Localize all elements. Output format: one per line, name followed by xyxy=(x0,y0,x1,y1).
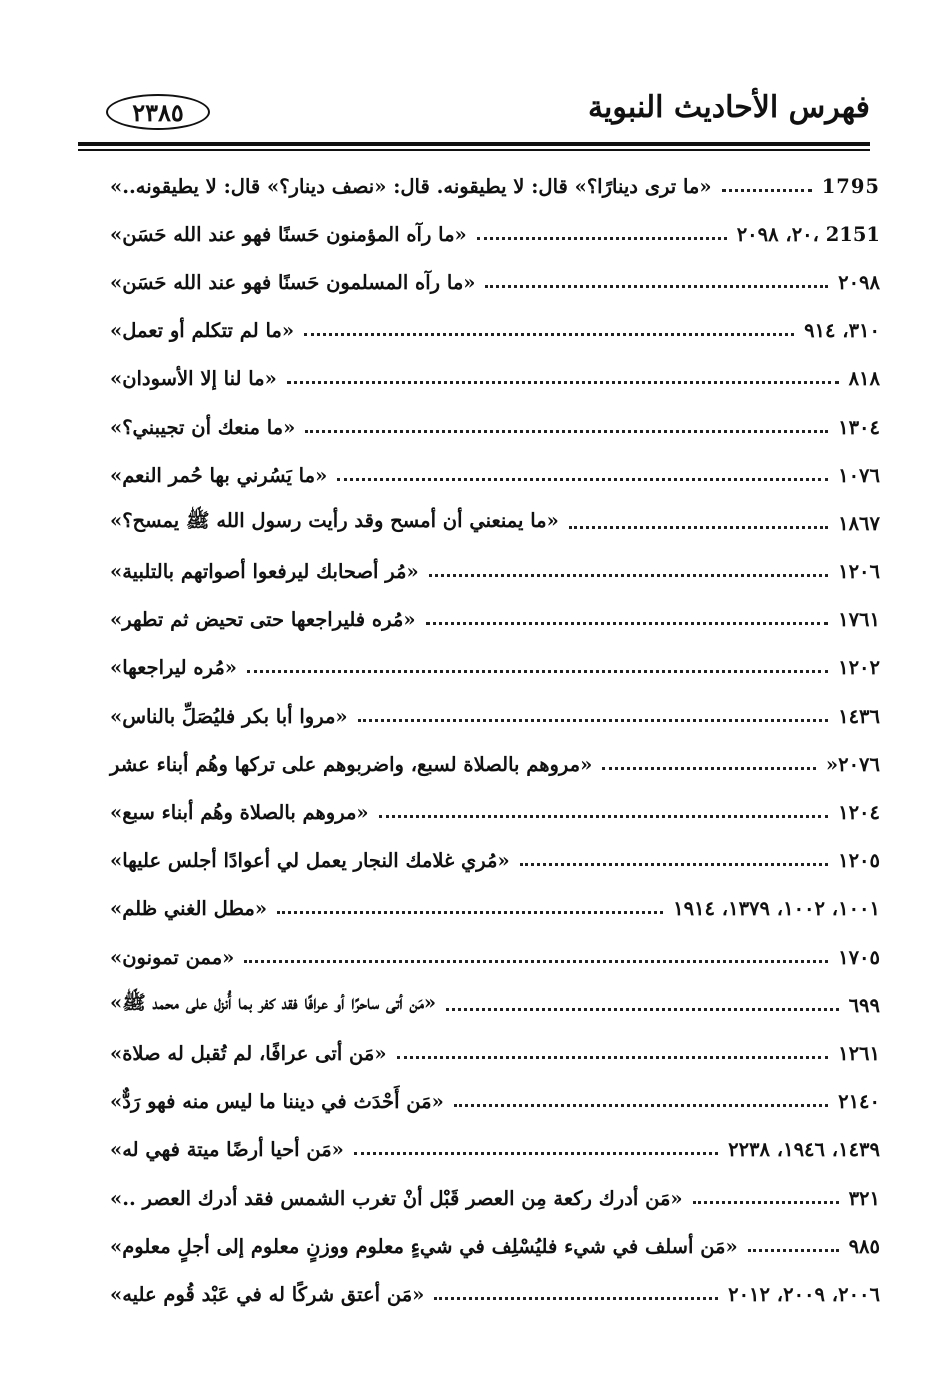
hadith-numbers: ٦٩٩ xyxy=(848,993,880,1017)
hadith-text: «مَن أدرك ركعة مِن العصر قَبْل أنْ تغرب الشمس فقد أدرك العصر ..» xyxy=(110,1186,683,1210)
dotted-leader xyxy=(429,574,828,577)
index-entry xyxy=(110,596,880,644)
hadith-numbers: ٢٠٩٨ xyxy=(838,270,880,294)
index-entry xyxy=(110,933,880,981)
hadith-numbers: ٢٠، ٢٠٩٨، 2151 xyxy=(736,222,880,246)
hadith-numbers: ٣٢١ xyxy=(848,1186,880,1210)
hadith-numbers: ١٢٦١ xyxy=(838,1041,880,1065)
dotted-leader xyxy=(397,1056,829,1059)
hadith-text: «مَن أحيا أرضًا ميتة فهي له» xyxy=(110,1138,344,1162)
hadith-numbers: ١٢٠٤ xyxy=(838,801,880,825)
dotted-leader xyxy=(569,526,828,529)
page-number-badge xyxy=(106,94,210,130)
hadith-text: «مُره ليراجعها» xyxy=(110,656,237,680)
hadith-text: «مروا أبا بكر فليُصَلِّ بالناس» xyxy=(110,704,348,728)
dotted-leader xyxy=(602,767,816,770)
dotted-leader xyxy=(520,863,828,866)
hadith-text: «ممن تمونون» xyxy=(110,945,235,969)
hadith-text: «مطل الغني ظلم» xyxy=(110,897,268,921)
index-entry xyxy=(110,499,880,547)
page-number: ٢٣٨٥ xyxy=(132,97,184,127)
hadith-numbers: ٩٨٥ xyxy=(848,1234,880,1258)
dotted-leader xyxy=(354,1152,718,1155)
index-entry xyxy=(110,1270,880,1318)
hadith-numbers: ٢١٤٠ xyxy=(838,1090,880,1114)
index-entry xyxy=(110,162,880,210)
hadith-text: «مروهم بالصلاة لسبع، واضربوهم على تركها وهُم أبناء عشر xyxy=(110,752,593,776)
hadith-numbers: ٣١٠، ٩١٤ xyxy=(804,319,880,343)
index-entry xyxy=(110,1222,880,1270)
dotted-leader xyxy=(446,1008,838,1011)
index-entry xyxy=(110,307,880,355)
hadith-numbers: 1795 xyxy=(821,174,880,198)
dotted-leader xyxy=(434,1297,718,1300)
hadith-text: «مَن أتى ساحرًا أو عرافًا فقد كفر بما أُنزل على محمد ﷺ» xyxy=(110,991,437,1015)
page-title: فهرس الأحاديث النبوية xyxy=(587,90,870,125)
index-entry xyxy=(110,403,880,451)
hadith-numbers: ١٤٣٩، ١٩٤٦، ٢٢٣٨ xyxy=(728,1138,880,1162)
hadith-text: «مُري غلامك النجار يعمل لي أعوادًا أجلس عليها» xyxy=(110,849,510,873)
hadith-numbers: ١٧٠٥ xyxy=(838,945,880,969)
index-entry xyxy=(110,1126,880,1174)
dotted-leader xyxy=(722,189,812,192)
hadith-text: «مُره فليراجعها حتى تحيض ثم تطهر» xyxy=(110,608,416,632)
hadith-text: «ما ترى دينارًا؟» قال: لا يطيقونه. قال: «نصف دينار؟» قال: لا يطيقونه..» xyxy=(110,174,712,198)
index-entry xyxy=(110,210,880,258)
hadith-text: «ما رآه المسلمون حَسنًا فهو عند الله حَسَن» xyxy=(110,270,476,294)
hadith-numbers: ١٠٧٦ xyxy=(838,463,880,487)
hadith-text: «ما لنا إلا الأسودان» xyxy=(110,367,277,391)
index-entry xyxy=(110,1174,880,1222)
hadith-numbers: ١٠٠١، ١٠٠٢، ١٣٧٩، ١٩١٤ xyxy=(673,897,880,921)
hadith-numbers: ١٤٣٦ xyxy=(838,704,880,728)
index-entry xyxy=(110,1029,880,1077)
hadith-numbers: »٢٠٧٦ xyxy=(825,752,880,776)
hadith-text: «ما منعك أن تجيبني؟» xyxy=(110,415,296,439)
dotted-leader xyxy=(247,670,828,673)
dotted-leader xyxy=(244,960,828,963)
dotted-leader xyxy=(477,237,727,240)
hadith-text: «ما يمنعني أن أمسح وقد رأيت رسول الله ﷺ يمسح؟» xyxy=(110,509,559,533)
hadith-numbers: ١٢٠٢ xyxy=(838,656,880,680)
index-entry xyxy=(110,451,880,499)
hadith-numbers: ٢٠٠٦، ٢٠٠٩، ٢٠١٢ xyxy=(728,1282,880,1306)
index-entry xyxy=(110,885,880,933)
index-entry xyxy=(110,1078,880,1126)
dotted-leader xyxy=(337,478,828,481)
index-entry xyxy=(110,837,880,885)
dotted-leader xyxy=(748,1249,839,1252)
index-entry xyxy=(110,355,880,403)
hadith-numbers: ١٧٦١ xyxy=(838,608,880,632)
dotted-leader xyxy=(379,815,828,818)
header-rule-thin xyxy=(78,149,870,151)
dotted-leader xyxy=(277,911,663,914)
hadith-numbers: ١٣٠٤ xyxy=(838,415,880,439)
dotted-leader xyxy=(485,285,828,288)
hadith-text: «مَن أَحْدَث في ديننا ما ليس منه فهو رَدٌّ» xyxy=(110,1090,444,1114)
index-entry xyxy=(110,644,880,692)
index-entry xyxy=(110,981,880,1029)
hadith-numbers: ١٨٦٧ xyxy=(838,511,880,535)
dotted-leader xyxy=(287,381,839,384)
hadith-numbers: ١٢٠٥ xyxy=(838,849,880,873)
hadith-text: «مَن أعتق شركًا له في عَبْد قُوم عليه» xyxy=(110,1282,425,1306)
page-header xyxy=(100,88,870,140)
index-entry xyxy=(110,788,880,836)
index-entry xyxy=(110,692,880,740)
dotted-leader xyxy=(358,719,829,722)
hadith-numbers: ١٢٠٦ xyxy=(838,560,880,584)
index-entry xyxy=(110,740,880,788)
hadith-text: «مروهم بالصلاة وهُم أبناء سبع» xyxy=(110,801,369,825)
header-rule-thick xyxy=(78,142,870,146)
hadith-text: «ما يَسُرني بها حُمر النعم» xyxy=(110,463,328,487)
hadith-text: «مَن أسلف في شيء فليُسْلِف في شيءٍ معلوم ووزنٍ معلوم إلى أجلٍ معلوم» xyxy=(110,1234,738,1258)
dotted-leader xyxy=(693,1201,839,1204)
dotted-leader xyxy=(304,333,794,336)
hadith-text: «ما رآه المؤمنون حَسنًا فهو عند الله حَسَن» xyxy=(110,222,467,246)
dotted-leader xyxy=(454,1104,828,1107)
hadith-numbers: ٨١٨ xyxy=(848,367,880,391)
hadith-text: «مُر أصحابك ليرفعوا أصواتهم بالتلبية» xyxy=(110,560,419,584)
index-entry xyxy=(110,548,880,596)
hadith-index-list xyxy=(110,162,880,1319)
hadith-text: «ما لم تتكلم أو تعمل» xyxy=(110,319,295,343)
dotted-leader xyxy=(426,622,829,625)
dotted-leader xyxy=(305,430,828,433)
index-entry xyxy=(110,258,880,306)
hadith-text: «مَن أتى عرافًا، لم تُقبل له صلاة» xyxy=(110,1041,387,1065)
